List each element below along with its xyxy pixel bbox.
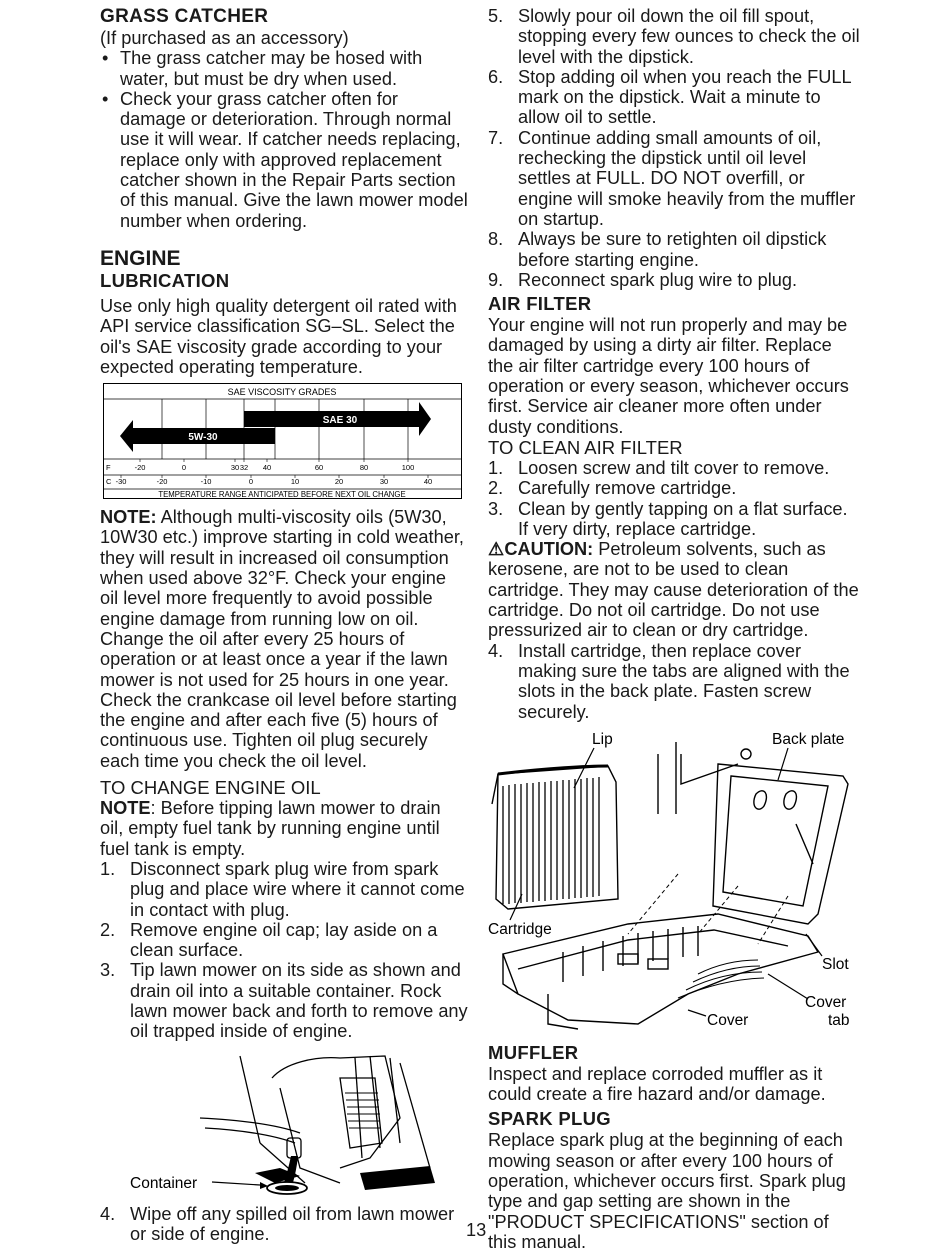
page-number: 13	[466, 1220, 487, 1240]
f-label: F	[106, 463, 111, 473]
list-item: 9. Reconnect spark plug wire to plug.	[488, 269, 798, 290]
list-item: 2. Carefully remove cartridge.	[488, 478, 737, 499]
caution-paragraph	[488, 539, 860, 640]
left-column	[100, 6, 468, 1244]
c-label: C	[106, 477, 112, 487]
chart-title: SAE VISCOSITY GRADES	[227, 387, 337, 398]
change-oil-steps	[100, 859, 468, 1042]
spark-plug-heading: SPARK PLUG	[488, 1108, 611, 1130]
list-item: 4. Install cartridge, then replace cover making sure the tabs are aligned with the slots in the back plate. Fasten screw securely.	[488, 640, 850, 722]
cover-tab-label-line1: Cover	[805, 993, 847, 1011]
note2-text: : Before tipping lawn mower to drain oil, empty fuel tank by running engine until fuel tank is empty.	[100, 798, 441, 859]
list-item: • The grass catcher may be hosed with water, but must be dry when used.	[100, 48, 468, 89]
air-filter-heading: AIR FILTER	[488, 293, 592, 315]
air-filter-illustration	[488, 724, 860, 1042]
list-item: 3. Clean by gently tapping on a flat surface. If very dirty, replace cartridge.	[488, 498, 848, 539]
lubrication-text: Use only high quality detergent oil rated with API service classification SG–SL. Select the oil's SAE viscosity grade according to your expected operating temperature.	[100, 295, 457, 377]
list-item: 2. Remove engine oil cap; lay aside on a clean surface.	[100, 919, 438, 961]
list-item: 8. Always be sure to retighten oil dipstick before starting engine.	[488, 229, 827, 270]
note-label: NOTE:	[100, 507, 157, 528]
clean-air-filter-heading: TO CLEAN AIR FILTER	[488, 436, 683, 458]
f-tick-label: 60	[314, 463, 324, 473]
viscosity-chart	[103, 383, 463, 501]
grass-catcher-list	[100, 48, 468, 231]
list-item: 7. Continue adding small amounts of oil, rechecking the dipstick until oil level settles at FULL. DO NOT overfill, or engine will smoke heavily from the muffler on startup.	[488, 127, 856, 229]
change-oil-heading: TO CHANGE ENGINE OIL	[100, 777, 321, 799]
f-tick-label: 80	[359, 463, 369, 473]
c-tick-label: 20	[334, 477, 344, 487]
c-tick-label: -30	[115, 477, 127, 487]
f-tick-label: 0	[181, 463, 187, 473]
c-tick-label: 40	[423, 477, 433, 487]
c-tick-label: 0	[248, 477, 254, 487]
back-plate-label: Back plate	[772, 730, 845, 748]
warning-icon: ⚠	[488, 539, 505, 560]
5w30-label: 5W-30	[188, 432, 218, 444]
note-text: Although multi-viscosity oils (5W30, 10W30 etc.) improve starting in cold weather, they will result in increased oil consumption when used above 32°F. Check your engine oil level more frequently to avoid possible engine damage from running low on oil. Change the oil after every 25 hours of operation or at least once a year if the lawn mower is not used for 25 hours in one year. Check the crankcase oil level before starting the engine and after each five (5) hours of continuous use. Tighten oil plug securely each time you check the oil level.	[100, 507, 464, 771]
muffler-heading: MUFFLER	[488, 1041, 579, 1063]
c-tick-label: 30	[379, 477, 389, 487]
grass-catcher-heading: GRASS CATCHER	[100, 6, 269, 27]
list-item: 1. Loosen screw and tilt cover to remove.	[488, 457, 830, 478]
list-item: 6. Stop adding oil when you reach the FULL mark on the dipstick. Wait a minute to allow oil to settle.	[488, 66, 851, 128]
f-tick-label: 40	[262, 463, 272, 473]
cover-tab-label-line2: tab	[828, 1011, 850, 1029]
oil-drain-illustration	[100, 1048, 468, 1198]
grass-catcher-subheading: (If purchased as an accessory)	[100, 28, 349, 48]
caution-label: CAUTION:	[504, 539, 594, 560]
list-item: 5. Slowly pour oil down the oil fill spout, stopping every few ounces to check the oil level with the dipstick.	[488, 6, 860, 67]
sae30-label: SAE 30	[322, 415, 358, 427]
note-paragraph	[100, 507, 468, 771]
note2-paragraph	[100, 798, 468, 859]
right-column	[488, 6, 860, 1252]
list-item: 4. Wipe off any spilled oil from lawn mower or side of engine.	[100, 1203, 455, 1244]
container-label: Container	[130, 1174, 198, 1192]
c-tick-label: -20	[156, 477, 168, 487]
f-tick-label: 100	[401, 463, 415, 473]
clean-filter-step-4	[488, 641, 860, 722]
list-item: 3. Tip lawn mower on its side as shown and drain oil into a suitable container. Rock lawn mower back and forth to remove any oil trapped inside of engine.	[100, 960, 468, 1042]
lip-label: Lip	[592, 730, 613, 748]
air-filter-text: Your engine will not run properly and may be damaged by using a dirty air filter. Replace the air filter cartridge every 100 hours of operation or every season, whichever occurs first. Service air cleaner more often under dusty conditions.	[488, 315, 849, 437]
clean-filter-steps	[488, 458, 860, 539]
slot-label: Slot	[822, 955, 849, 973]
chart-footer: TEMPERATURE RANGE ANTICIPATED BEFORE NEXT OIL CHANGE	[158, 490, 406, 500]
f-tick-label: 32	[239, 463, 249, 473]
engine-heading: ENGINE	[100, 246, 181, 270]
caution-text: Petroleum solvents, such as kerosene, are not to be used to clean cartridge. They may cause deterioration of the cartridge. Do not oil cartridge. Do not use pressurized air to clean or dry cartridge.	[488, 539, 859, 641]
note2-label: NOTE	[100, 798, 151, 819]
f-tick-label: -20	[134, 463, 146, 473]
cartridge-label: Cartridge	[488, 920, 552, 938]
change-oil-steps-continued	[488, 6, 860, 290]
spark-plug-text: Replace spark plug at the beginning of each mowing season or after every 100 hours of operation, whichever occurs first. Spark plug type and gap setting are shown in the "PRODUCT SPECIFICATIONS" section of this manual.	[488, 1130, 846, 1252]
list-item: • Check your grass catcher often for damage or deterioration. Through normal use it will wear. If catcher needs replacing, replace only with approved replacement catcher shown in the Repair Parts section of this manual. Give the lawn mower model number when ordering.	[100, 89, 468, 231]
c-tick-label: -10	[200, 477, 212, 487]
lubrication-heading: LUBRICATION	[100, 269, 230, 291]
muffler-text: Inspect and replace corroded muffler as it could create a fire hazard and/or damage.	[488, 1063, 826, 1105]
c-tick-label: 10	[290, 477, 300, 487]
step-4	[100, 1204, 468, 1245]
cover-label: Cover	[707, 1011, 749, 1029]
f-tick-label: 30	[230, 463, 240, 473]
list-item: 1. Disconnect spark plug wire from spark plug and place wire where it cannot come in contact with plug.	[100, 858, 465, 920]
